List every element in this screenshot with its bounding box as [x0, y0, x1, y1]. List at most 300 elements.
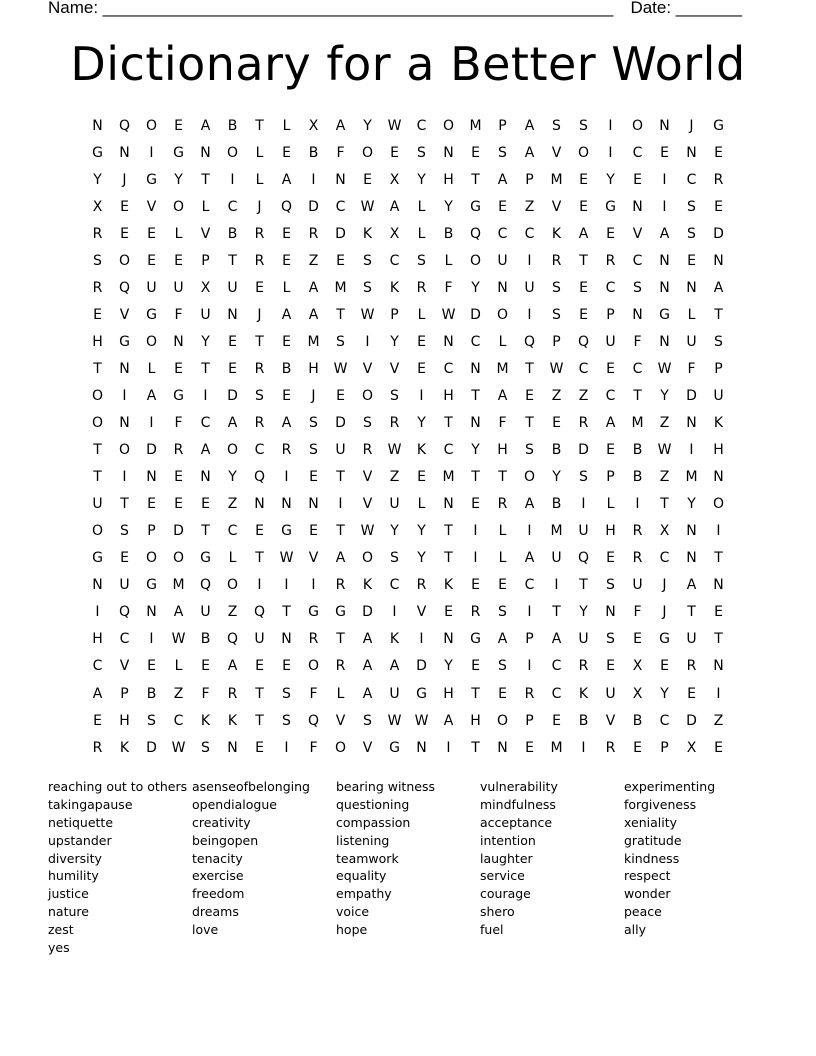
grid-letter: L	[255, 171, 264, 188]
grid-letter: R	[389, 415, 400, 432]
grid-letter: T	[255, 550, 264, 567]
grid-letter: A	[524, 496, 535, 513]
word-list-item: love	[192, 922, 219, 938]
grid-letter: B	[632, 469, 643, 486]
grid-letter: O	[172, 550, 185, 567]
grid-letter: P	[201, 252, 210, 269]
grid-letter: A	[308, 279, 319, 296]
grid-letter: E	[714, 198, 723, 215]
grid-letter: Y	[444, 198, 453, 215]
grid-letter: E	[417, 360, 426, 377]
grid-letter: E	[498, 198, 507, 215]
grid-letter: M	[469, 117, 482, 134]
grid-letter: A	[578, 225, 589, 242]
grid-letter: E	[120, 198, 129, 215]
grid-letter: A	[227, 415, 238, 432]
grid-letter: E	[498, 577, 507, 594]
grid-letter: I	[473, 523, 478, 540]
grid-letter: A	[308, 306, 319, 323]
grid-letter: H	[443, 171, 454, 188]
grid-letter: U	[92, 496, 103, 513]
grid-letter: X	[686, 739, 697, 756]
word-list-item: shero	[480, 904, 515, 920]
grid-letter: S	[255, 387, 264, 404]
grid-letter: V	[308, 550, 319, 567]
grid-letter: O	[361, 387, 374, 404]
grid-letter: Q	[577, 333, 590, 350]
grid-letter: Q	[253, 469, 266, 486]
word-list-item: wonder	[624, 886, 671, 902]
grid-letter: E	[255, 523, 264, 540]
grid-letter: E	[93, 712, 102, 729]
grid-letter: W	[387, 712, 402, 729]
grid-letter: N	[659, 252, 670, 269]
grid-letter: Z	[227, 496, 238, 513]
grid-letter: K	[200, 712, 211, 729]
grid-letter: R	[308, 225, 319, 242]
grid-letter: S	[552, 117, 561, 134]
grid-letter: F	[444, 279, 453, 296]
word-list-item: justice	[48, 886, 89, 902]
grid-letter: S	[525, 442, 534, 459]
grid-letter: Z	[551, 387, 562, 404]
grid-letter: A	[92, 685, 103, 702]
grid-letter: E	[633, 739, 642, 756]
grid-letter: K	[119, 739, 130, 756]
grid-letter: N	[659, 117, 670, 134]
grid-letter: Z	[389, 469, 400, 486]
grid-letter: A	[335, 550, 346, 567]
grid-letter: A	[281, 306, 292, 323]
grid-letter: J	[311, 387, 316, 404]
grid-letter: T	[228, 252, 237, 269]
grid-letter: I	[311, 171, 316, 188]
grid-letter: E	[363, 171, 372, 188]
grid-letter: W	[360, 306, 375, 323]
grid-letter: E	[174, 252, 183, 269]
grid-letter: C	[173, 712, 184, 729]
grid-letter: E	[417, 469, 426, 486]
grid-letter: A	[524, 117, 535, 134]
grid-letter: Y	[444, 658, 453, 675]
grid-letter: A	[389, 658, 400, 675]
grid-letter: E	[687, 685, 696, 702]
grid-letter: T	[471, 685, 480, 702]
grid-letter: I	[419, 631, 424, 648]
grid-letter: F	[174, 306, 183, 323]
grid-letter: I	[95, 604, 100, 621]
grid-letter: N	[659, 279, 670, 296]
grid-letter: L	[444, 252, 453, 269]
grid-letter: W	[333, 360, 348, 377]
grid-letter: R	[524, 685, 535, 702]
grid-letter: E	[471, 577, 480, 594]
grid-letter: L	[498, 523, 507, 540]
grid-letter: M	[334, 279, 347, 296]
grid-letter: P	[120, 685, 129, 702]
grid-letter: K	[362, 577, 373, 594]
word-list-item: hope	[336, 922, 368, 938]
grid-letter: T	[93, 360, 102, 377]
grid-letter: W	[441, 306, 456, 323]
grid-letter: M	[550, 523, 563, 540]
grid-letter: S	[309, 442, 318, 459]
grid-letter: A	[281, 415, 292, 432]
grid-letter: E	[228, 333, 237, 350]
word-list-item: service	[480, 868, 525, 884]
grid-letter: C	[632, 144, 643, 161]
grid-letter: W	[360, 198, 375, 215]
grid-letter: E	[93, 306, 102, 323]
grid-letter: E	[174, 117, 183, 134]
grid-letter: Y	[174, 171, 183, 188]
grid-letter: S	[579, 117, 588, 134]
grid-letter: C	[92, 658, 103, 675]
grid-letter: V	[200, 225, 211, 242]
grid-letter: O	[226, 144, 239, 161]
grid-letter: G	[389, 739, 400, 756]
grid-letter: E	[552, 712, 561, 729]
grid-letter: N	[443, 144, 454, 161]
grid-letter: U	[227, 279, 238, 296]
grid-letter: N	[227, 739, 238, 756]
grid-letter: I	[203, 387, 208, 404]
grid-letter: P	[606, 306, 615, 323]
grid-letter: D	[713, 225, 724, 242]
grid-letter: E	[255, 279, 264, 296]
grid-letter: E	[147, 252, 156, 269]
grid-letter: D	[362, 604, 373, 621]
word-list-item: dreams	[192, 904, 239, 920]
grid-letter: Q	[118, 279, 131, 296]
grid-letter: B	[551, 442, 562, 459]
grid-letter: U	[605, 333, 616, 350]
grid-letter: C	[632, 360, 643, 377]
grid-letter: N	[308, 496, 319, 513]
grid-letter: D	[308, 198, 319, 215]
grid-letter: C	[443, 442, 454, 459]
grid-letter: Y	[606, 171, 615, 188]
word-list-item: kindness	[624, 850, 680, 866]
grid-letter: S	[93, 252, 102, 269]
grid-letter: I	[338, 496, 343, 513]
grid-letter: T	[471, 387, 480, 404]
grid-letter: E	[633, 171, 642, 188]
grid-letter: K	[416, 442, 427, 459]
grid-letter: S	[606, 577, 615, 594]
grid-letter: Q	[118, 117, 131, 134]
grid-letter: X	[92, 198, 103, 215]
grid-letter: N	[686, 415, 697, 432]
word-list-item: bearing witness	[336, 779, 435, 794]
grid-letter: R	[578, 415, 589, 432]
grid-letter: E	[714, 144, 723, 161]
grid-letter: Y	[417, 171, 426, 188]
grid-letter: Y	[390, 333, 399, 350]
grid-letter: A	[146, 387, 157, 404]
grid-letter: U	[254, 631, 265, 648]
grid-letter: G	[335, 604, 346, 621]
grid-letter: C	[470, 333, 481, 350]
grid-letter: W	[171, 739, 186, 756]
grid-letter: L	[417, 225, 426, 242]
grid-letter: I	[527, 252, 532, 269]
grid-letter: E	[282, 658, 291, 675]
grid-letter: M	[550, 739, 563, 756]
grid-letter: N	[119, 360, 130, 377]
grid-letter: M	[496, 360, 509, 377]
grid-letter: S	[363, 415, 372, 432]
grid-letter: C	[416, 117, 427, 134]
grid-letter: U	[146, 279, 157, 296]
grid-letter: Y	[687, 496, 696, 513]
grid-letter: N	[659, 333, 670, 350]
grid-letter: U	[497, 252, 508, 269]
grid-letter: O	[91, 387, 104, 404]
grid-letter: D	[146, 739, 157, 756]
grid-letter: H	[92, 631, 103, 648]
grid-letter: N	[605, 604, 616, 621]
grid-letter: B	[281, 360, 292, 377]
grid-letter: T	[255, 117, 264, 134]
grid-letter: I	[122, 469, 127, 486]
grid-letter: N	[443, 333, 454, 350]
grid-letter: P	[498, 117, 507, 134]
grid-letter: R	[173, 442, 184, 459]
grid-letter: T	[201, 171, 210, 188]
grid-letter: X	[389, 225, 400, 242]
grid-letter: O	[307, 658, 320, 675]
grid-letter: J	[689, 117, 694, 134]
grid-letter: P	[606, 469, 615, 486]
word-list-item: diversity	[48, 850, 102, 866]
grid-letter: N	[497, 739, 508, 756]
grid-letter: S	[120, 523, 129, 540]
grid-letter: U	[389, 685, 400, 702]
grid-letter: N	[713, 658, 724, 675]
grid-letter: X	[632, 685, 643, 702]
grid-letter: W	[171, 631, 186, 648]
grid-letter: E	[255, 658, 264, 675]
grid-letter: S	[417, 144, 426, 161]
grid-letter: W	[657, 360, 672, 377]
grid-letter: I	[149, 415, 154, 432]
word-list-item: freedom	[192, 886, 245, 902]
grid-letter: C	[524, 225, 535, 242]
grid-letter: L	[147, 360, 156, 377]
grid-letter: R	[416, 577, 427, 594]
grid-letter: A	[362, 658, 373, 675]
grid-letter: E	[633, 631, 642, 648]
grid-letter: Z	[308, 252, 319, 269]
grid-letter: E	[201, 496, 210, 513]
grid-letter: R	[578, 658, 589, 675]
grid-letter: E	[687, 252, 696, 269]
grid-letter: N	[713, 252, 724, 269]
grid-letter: S	[498, 658, 507, 675]
grid-letter: I	[689, 442, 694, 459]
grid-letter: G	[416, 685, 427, 702]
grid-letter: W	[657, 442, 672, 459]
grid-letter: T	[714, 306, 723, 323]
grid-letter: B	[578, 712, 589, 729]
grid-letter: V	[119, 658, 130, 675]
grid-letter: E	[606, 225, 615, 242]
grid-letter: S	[552, 279, 561, 296]
grid-letter: C	[686, 171, 697, 188]
grid-letter: E	[336, 387, 345, 404]
grid-letter: I	[365, 333, 370, 350]
grid-letter: D	[146, 442, 157, 459]
grid-letter: E	[606, 658, 615, 675]
grid-letter: K	[227, 712, 238, 729]
grid-letter: S	[606, 631, 615, 648]
grid-letter: S	[579, 469, 588, 486]
grid-letter: G	[308, 604, 319, 621]
grid-letter: N	[632, 198, 643, 215]
word-list-item: reaching out to others	[48, 779, 188, 794]
grid-letter: R	[335, 658, 346, 675]
grid-letter: A	[389, 198, 400, 215]
grid-letter: O	[442, 117, 455, 134]
grid-letter: O	[469, 252, 482, 269]
grid-letter: M	[685, 469, 698, 486]
grid-letter: G	[713, 117, 724, 134]
grid-letter: I	[608, 144, 613, 161]
grid-letter: E	[309, 469, 318, 486]
grid-letter: N	[686, 550, 697, 567]
grid-letter: S	[633, 279, 642, 296]
grid-letter: F	[633, 333, 642, 350]
grid-letter: G	[173, 144, 184, 161]
grid-letter: E	[471, 496, 480, 513]
word-list-item: exercise	[192, 868, 244, 884]
grid-letter: N	[173, 333, 184, 350]
grid-letter: U	[335, 442, 346, 459]
word-list-item: beingopen	[192, 832, 259, 848]
grid-letter: I	[392, 604, 397, 621]
grid-letter: N	[686, 279, 697, 296]
grid-letter: T	[444, 415, 453, 432]
grid-letter: A	[362, 685, 373, 702]
grid-letter: A	[551, 631, 562, 648]
grid-letter: D	[686, 712, 697, 729]
word-list-item: forgiveness	[624, 796, 697, 812]
grid-letter: C	[497, 225, 508, 242]
grid-letter: G	[200, 550, 211, 567]
grid-letter: N	[632, 306, 643, 323]
grid-letter: E	[147, 658, 156, 675]
grid-letter: Y	[660, 387, 669, 404]
grid-letter: A	[443, 712, 454, 729]
grid-letter: O	[496, 306, 509, 323]
grid-letter: I	[716, 523, 721, 540]
word-column	[624, 778, 768, 957]
grid-letter: I	[527, 523, 532, 540]
word-list-item: fuel	[480, 922, 504, 938]
grid-letter: E	[309, 523, 318, 540]
grid-letter: O	[145, 550, 158, 567]
grid-letter: N	[281, 496, 292, 513]
grid-letter: T	[444, 523, 453, 540]
grid-letter: L	[498, 333, 507, 350]
grid-letter: T	[336, 631, 345, 648]
grid-letter: L	[201, 198, 210, 215]
grid-letter: O	[334, 739, 347, 756]
grid-letter: H	[470, 712, 481, 729]
grid-letter: N	[686, 144, 697, 161]
grid-letter: T	[336, 469, 345, 486]
grid-letter: E	[120, 550, 129, 567]
grid-letter: H	[443, 387, 454, 404]
grid-letter: R	[632, 550, 643, 567]
grid-letter: Y	[417, 550, 426, 567]
grid-letter: C	[200, 415, 211, 432]
grid-letter: G	[173, 387, 184, 404]
grid-letter: E	[282, 387, 291, 404]
grid-letter: F	[309, 739, 318, 756]
grid-letter: T	[471, 171, 480, 188]
grid-letter: I	[608, 117, 613, 134]
grid-letter: A	[497, 171, 508, 188]
grid-letter: N	[254, 496, 265, 513]
grid-letter: A	[659, 225, 670, 242]
grid-letter: S	[417, 252, 426, 269]
grid-letter: U	[578, 631, 589, 648]
grid-letter: R	[92, 225, 103, 242]
word-list-item: zest	[48, 922, 74, 938]
grid-letter: E	[498, 685, 507, 702]
grid-letter: T	[201, 360, 210, 377]
grid-letter: E	[201, 658, 210, 675]
grid-letter: G	[281, 523, 292, 540]
grid-letter: U	[173, 279, 184, 296]
grid-letter: U	[713, 387, 724, 404]
grid-letter: V	[362, 496, 373, 513]
grid-letter: C	[578, 360, 589, 377]
grid-letter: L	[282, 117, 291, 134]
grid-letter: H	[308, 360, 319, 377]
grid-letter: X	[659, 523, 670, 540]
grid-letter: E	[471, 144, 480, 161]
grid-letter: E	[606, 360, 615, 377]
grid-letter: E	[336, 252, 345, 269]
grid-letter: M	[307, 333, 320, 350]
grid-letter: N	[443, 631, 454, 648]
grid-letter: E	[120, 225, 129, 242]
grid-letter: T	[579, 577, 588, 594]
grid-letter: K	[443, 577, 454, 594]
grid-letter: I	[581, 496, 586, 513]
grid-letter: Y	[417, 415, 426, 432]
grid-letter: K	[578, 685, 589, 702]
grid-letter: E	[444, 604, 453, 621]
word-column	[192, 778, 336, 957]
grid-letter: C	[551, 658, 562, 675]
grid-letter: I	[662, 171, 667, 188]
grid-letter: V	[551, 198, 562, 215]
grid-letter: Y	[552, 469, 561, 486]
grid-letter: A	[227, 658, 238, 675]
grid-letter: B	[632, 712, 643, 729]
grid-letter: F	[633, 604, 642, 621]
grid-letter: J	[257, 306, 262, 323]
grid-letter: I	[716, 685, 721, 702]
grid-letter: V	[362, 739, 373, 756]
grid-letter: T	[444, 550, 453, 567]
word-list-item: creativity	[192, 814, 251, 830]
word-list-item: tenacity	[192, 850, 243, 866]
